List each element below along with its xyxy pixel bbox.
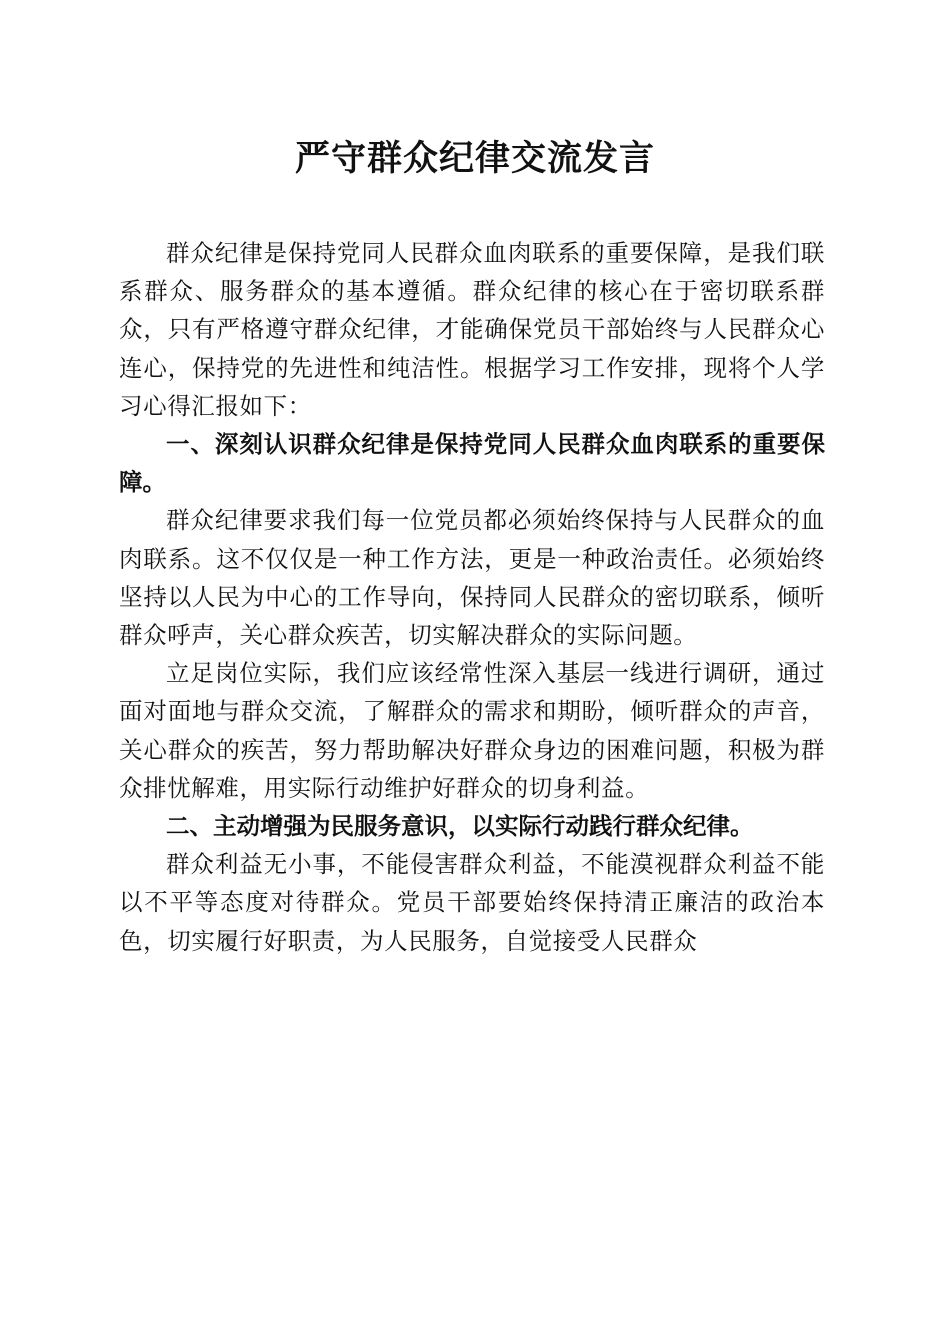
section-2-paragraph-1: 群众利益无小事，不能侵害群众利益，不能漠视群众利益不能以不平等态度对待群众。党员干部要始终保持清正廉洁的政治本色，切实履行好职责，为人民服务，自觉接受人民群众 (119, 850, 825, 955)
section-heading-2: 二、主动增强为民服务意识，以实际行动践行群众纪律。 (166, 812, 754, 841)
document-body (119, 234, 825, 960)
section-heading-1: 一、深刻认识群众纪律是保持党同人民群众血肉联系的重要保障。 (119, 430, 825, 497)
section-1-paragraph-2: 立足岗位实际，我们应该经常性深入基层一线进行调研，通过面对面地与群众交流，了解群众的需求和期盼，倾听群众的声音，关心群众的疾苦，努力帮助解决好群众身边的困难问题，积极为群众排忧解难，用实际行动维护好群众的切身利益。 (119, 659, 825, 802)
intro-paragraph: 群众纪律是保持党同人民群众血肉联系的重要保障，是我们联系群众、服务群众的基本遵循。群众纪律的核心在于密切联系群众，只有严格遵守群众纪律，才能确保党员干部始终与人民群众心连心，保持党的先进性和纯洁性。根据学习工作安排，现将个人学习心得汇报如下： (119, 239, 825, 420)
document-title: 严守群众纪律交流发言 (294, 138, 655, 179)
section-1-paragraph-1: 群众纪律要求我们每一位党员都必须始终保持与人民群众的血肉联系。这不仅仅是一种工作方法，更是一种政治责任。必须始终坚持以人民为中心的工作导向，保持同人民群众的密切联系，倾听群众呼声，关心群众疾苦，切实解决群众的实际问题。 (119, 506, 825, 650)
